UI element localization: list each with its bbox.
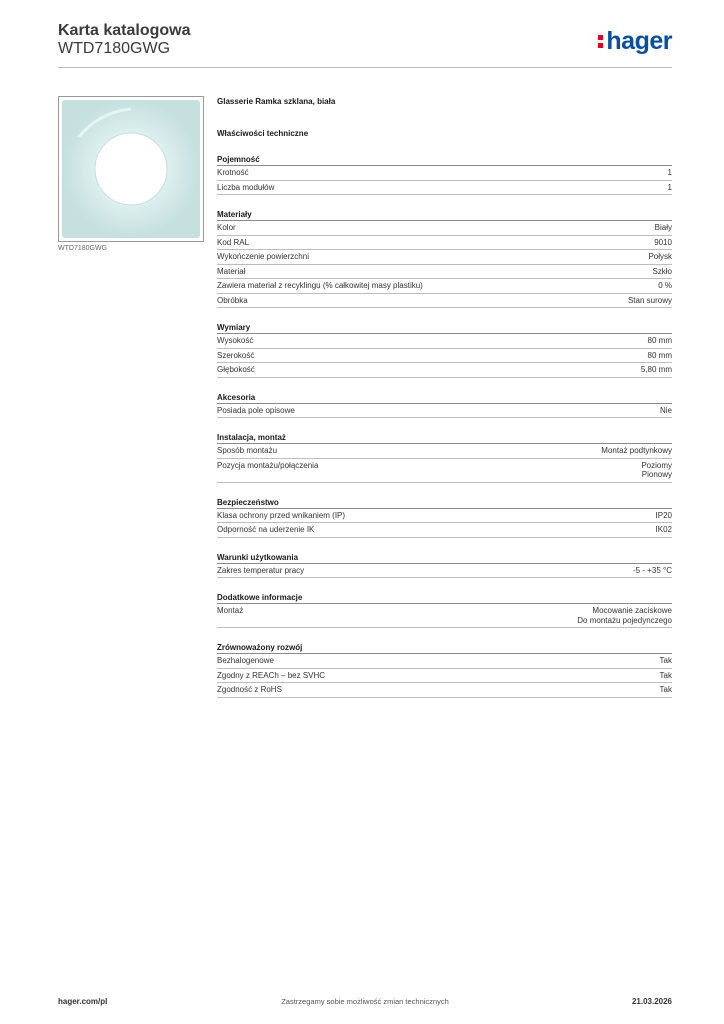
- spec-label: Bezhalogenowe: [217, 656, 274, 665]
- spec-section: [217, 321, 672, 378]
- spec-row: [217, 669, 672, 684]
- spec-label: Kod RAL: [217, 237, 250, 247]
- spec-value-line: 9010: [654, 237, 672, 247]
- spec-value: [641, 365, 672, 375]
- spec-value-line: Do montażu pojedynczego: [577, 615, 672, 625]
- spec-row: [217, 604, 672, 628]
- spec-label: Wykończenie powierzchni: [217, 252, 309, 261]
- spec-value: [633, 566, 672, 576]
- spec-section: [217, 551, 672, 579]
- spec-row: [217, 444, 672, 459]
- spec-value-line: Nie: [659, 405, 672, 415]
- spec-value: [628, 296, 672, 306]
- spec-value: [668, 183, 672, 193]
- spec-section: [217, 391, 672, 419]
- spec-value-line: 5,80 mm: [640, 365, 672, 374]
- spec-label: Pozycja montażu/połączenia: [217, 460, 319, 470]
- spec-value: [668, 168, 672, 178]
- spec-value: [577, 606, 672, 625]
- logo-text: hager: [606, 27, 672, 55]
- spec-value: [656, 511, 672, 521]
- section-title: Wymiary: [217, 321, 672, 334]
- spec-label: Zgodny z REACh – bez SVHC: [217, 670, 326, 680]
- spec-row: [217, 265, 672, 280]
- spec-section: [217, 431, 672, 483]
- spec-sections: [217, 153, 672, 698]
- product-code: WTD7180GWG: [58, 40, 171, 57]
- spec-value: [601, 446, 672, 456]
- spec-row: [217, 523, 672, 538]
- spec-value: [655, 223, 672, 233]
- spec-row: [217, 349, 672, 364]
- glass-frame-ring-icon: [59, 97, 203, 241]
- spec-value-line: Mocowanie zaciskowe: [592, 606, 672, 615]
- footer-date: 21.03.2026: [631, 997, 672, 1006]
- spec-label: Montaż: [217, 606, 244, 615]
- spec-label: Obróbka: [217, 295, 248, 305]
- spec-label: Głębokość: [217, 365, 255, 374]
- spec-value-line: 1: [667, 168, 672, 177]
- spec-label: Sposób montażu: [217, 446, 278, 455]
- spec-value: [648, 252, 672, 262]
- page-header: [58, 22, 672, 68]
- section-title: Warunki użytkowania: [217, 551, 672, 564]
- spec-row: [217, 166, 672, 181]
- technical-properties-heading: Właściwości techniczne: [217, 129, 309, 138]
- product-name: Glasserie Ramka szklana, biała: [217, 97, 336, 106]
- spec-value-line: IK02: [655, 525, 672, 534]
- image-caption: WTD7180GWG: [58, 245, 108, 252]
- section-title: Zrównoważony rozwój: [217, 641, 672, 654]
- spec-section: [217, 641, 672, 698]
- spec-value-line: Szkło: [652, 266, 672, 276]
- section-title: Akcesoria: [217, 391, 672, 404]
- spec-value: [652, 267, 672, 277]
- spec-label: Wysokość: [217, 336, 254, 345]
- spec-value-line: IP20: [655, 510, 672, 520]
- section-title: Pojemność: [217, 153, 672, 166]
- spec-row: [217, 250, 672, 265]
- spec-value-line: Połysk: [648, 252, 672, 261]
- spec-row: [217, 654, 672, 669]
- spec-label: Szerokość: [217, 350, 255, 360]
- section-title: Bezpieczeństwo: [217, 496, 672, 509]
- spec-value-line: Tak: [659, 656, 672, 665]
- logo-dots-icon: [598, 33, 603, 49]
- spec-row: [217, 279, 672, 294]
- footer-notice: Zastrzegamy sobie możliwość zmian technicznych: [281, 997, 449, 1006]
- spec-value: [654, 238, 672, 248]
- product-image: [58, 96, 204, 242]
- spec-value: [656, 525, 672, 535]
- spec-value-line: Pionowy: [641, 470, 672, 479]
- spec-label: Zawiera materiał z recyklingu (% całkowitej masy plastiku): [217, 281, 423, 290]
- spec-section: [217, 153, 672, 195]
- spec-row: [217, 181, 672, 196]
- spec-value-line: Poziomy: [641, 460, 672, 470]
- spec-value: [648, 336, 672, 346]
- footer-website: hager.com/pl: [58, 997, 108, 1006]
- spec-value: [660, 656, 672, 666]
- spec-value-line: Stan surowy: [627, 295, 672, 305]
- spec-row: [217, 334, 672, 349]
- spec-row: [217, 564, 672, 579]
- spec-row: [217, 236, 672, 251]
- spec-value-line: 0 %: [658, 281, 672, 290]
- section-title: Instalacja, montaż: [217, 431, 672, 444]
- hager-logo: [598, 28, 672, 54]
- spec-label: Zgodność z RoHS: [217, 685, 282, 694]
- section-title: Dodatkowe informacje: [217, 591, 672, 604]
- spec-label: Posiada pole opisowe: [217, 405, 295, 415]
- spec-value-line: Tak: [659, 685, 672, 694]
- spec-value: [660, 685, 672, 695]
- spec-value: [641, 461, 672, 480]
- spec-value: [660, 406, 672, 416]
- spec-label: Odporność na uderzenie IK: [217, 525, 315, 534]
- spec-label: Klasa ochrony przed wnikaniem (IP): [217, 510, 346, 520]
- spec-row: [217, 363, 672, 378]
- spec-row: [217, 294, 672, 309]
- spec-value-line: -5 - +35 °C: [633, 565, 672, 575]
- document-title: Karta katalogowa: [58, 22, 191, 39]
- spec-value-line: 1: [667, 182, 672, 192]
- spec-value: [658, 281, 672, 291]
- spec-label: Materiał: [217, 266, 246, 276]
- spec-label: Zakres temperatur pracy: [217, 565, 305, 575]
- spec-row: [217, 221, 672, 236]
- spec-label: Krotność: [217, 168, 249, 177]
- spec-value: [660, 671, 672, 681]
- spec-value-line: Montaż podtynkowy: [601, 446, 672, 455]
- spec-value-line: Tak: [659, 670, 672, 680]
- spec-content: [217, 95, 672, 698]
- spec-section: [217, 591, 672, 628]
- spec-row: [217, 404, 672, 419]
- spec-row: [217, 683, 672, 698]
- spec-value-line: Biały: [654, 223, 672, 232]
- spec-row: [217, 459, 672, 483]
- spec-label: Liczba modułów: [217, 182, 275, 192]
- spec-row: [217, 509, 672, 524]
- spec-section: [217, 208, 672, 308]
- spec-section: [217, 496, 672, 538]
- spec-label: Kolor: [217, 223, 236, 232]
- spec-value-line: 80 mm: [647, 350, 672, 360]
- spec-value: [648, 351, 672, 361]
- spec-value-line: 80 mm: [647, 336, 672, 345]
- section-title: Materiały: [217, 208, 672, 221]
